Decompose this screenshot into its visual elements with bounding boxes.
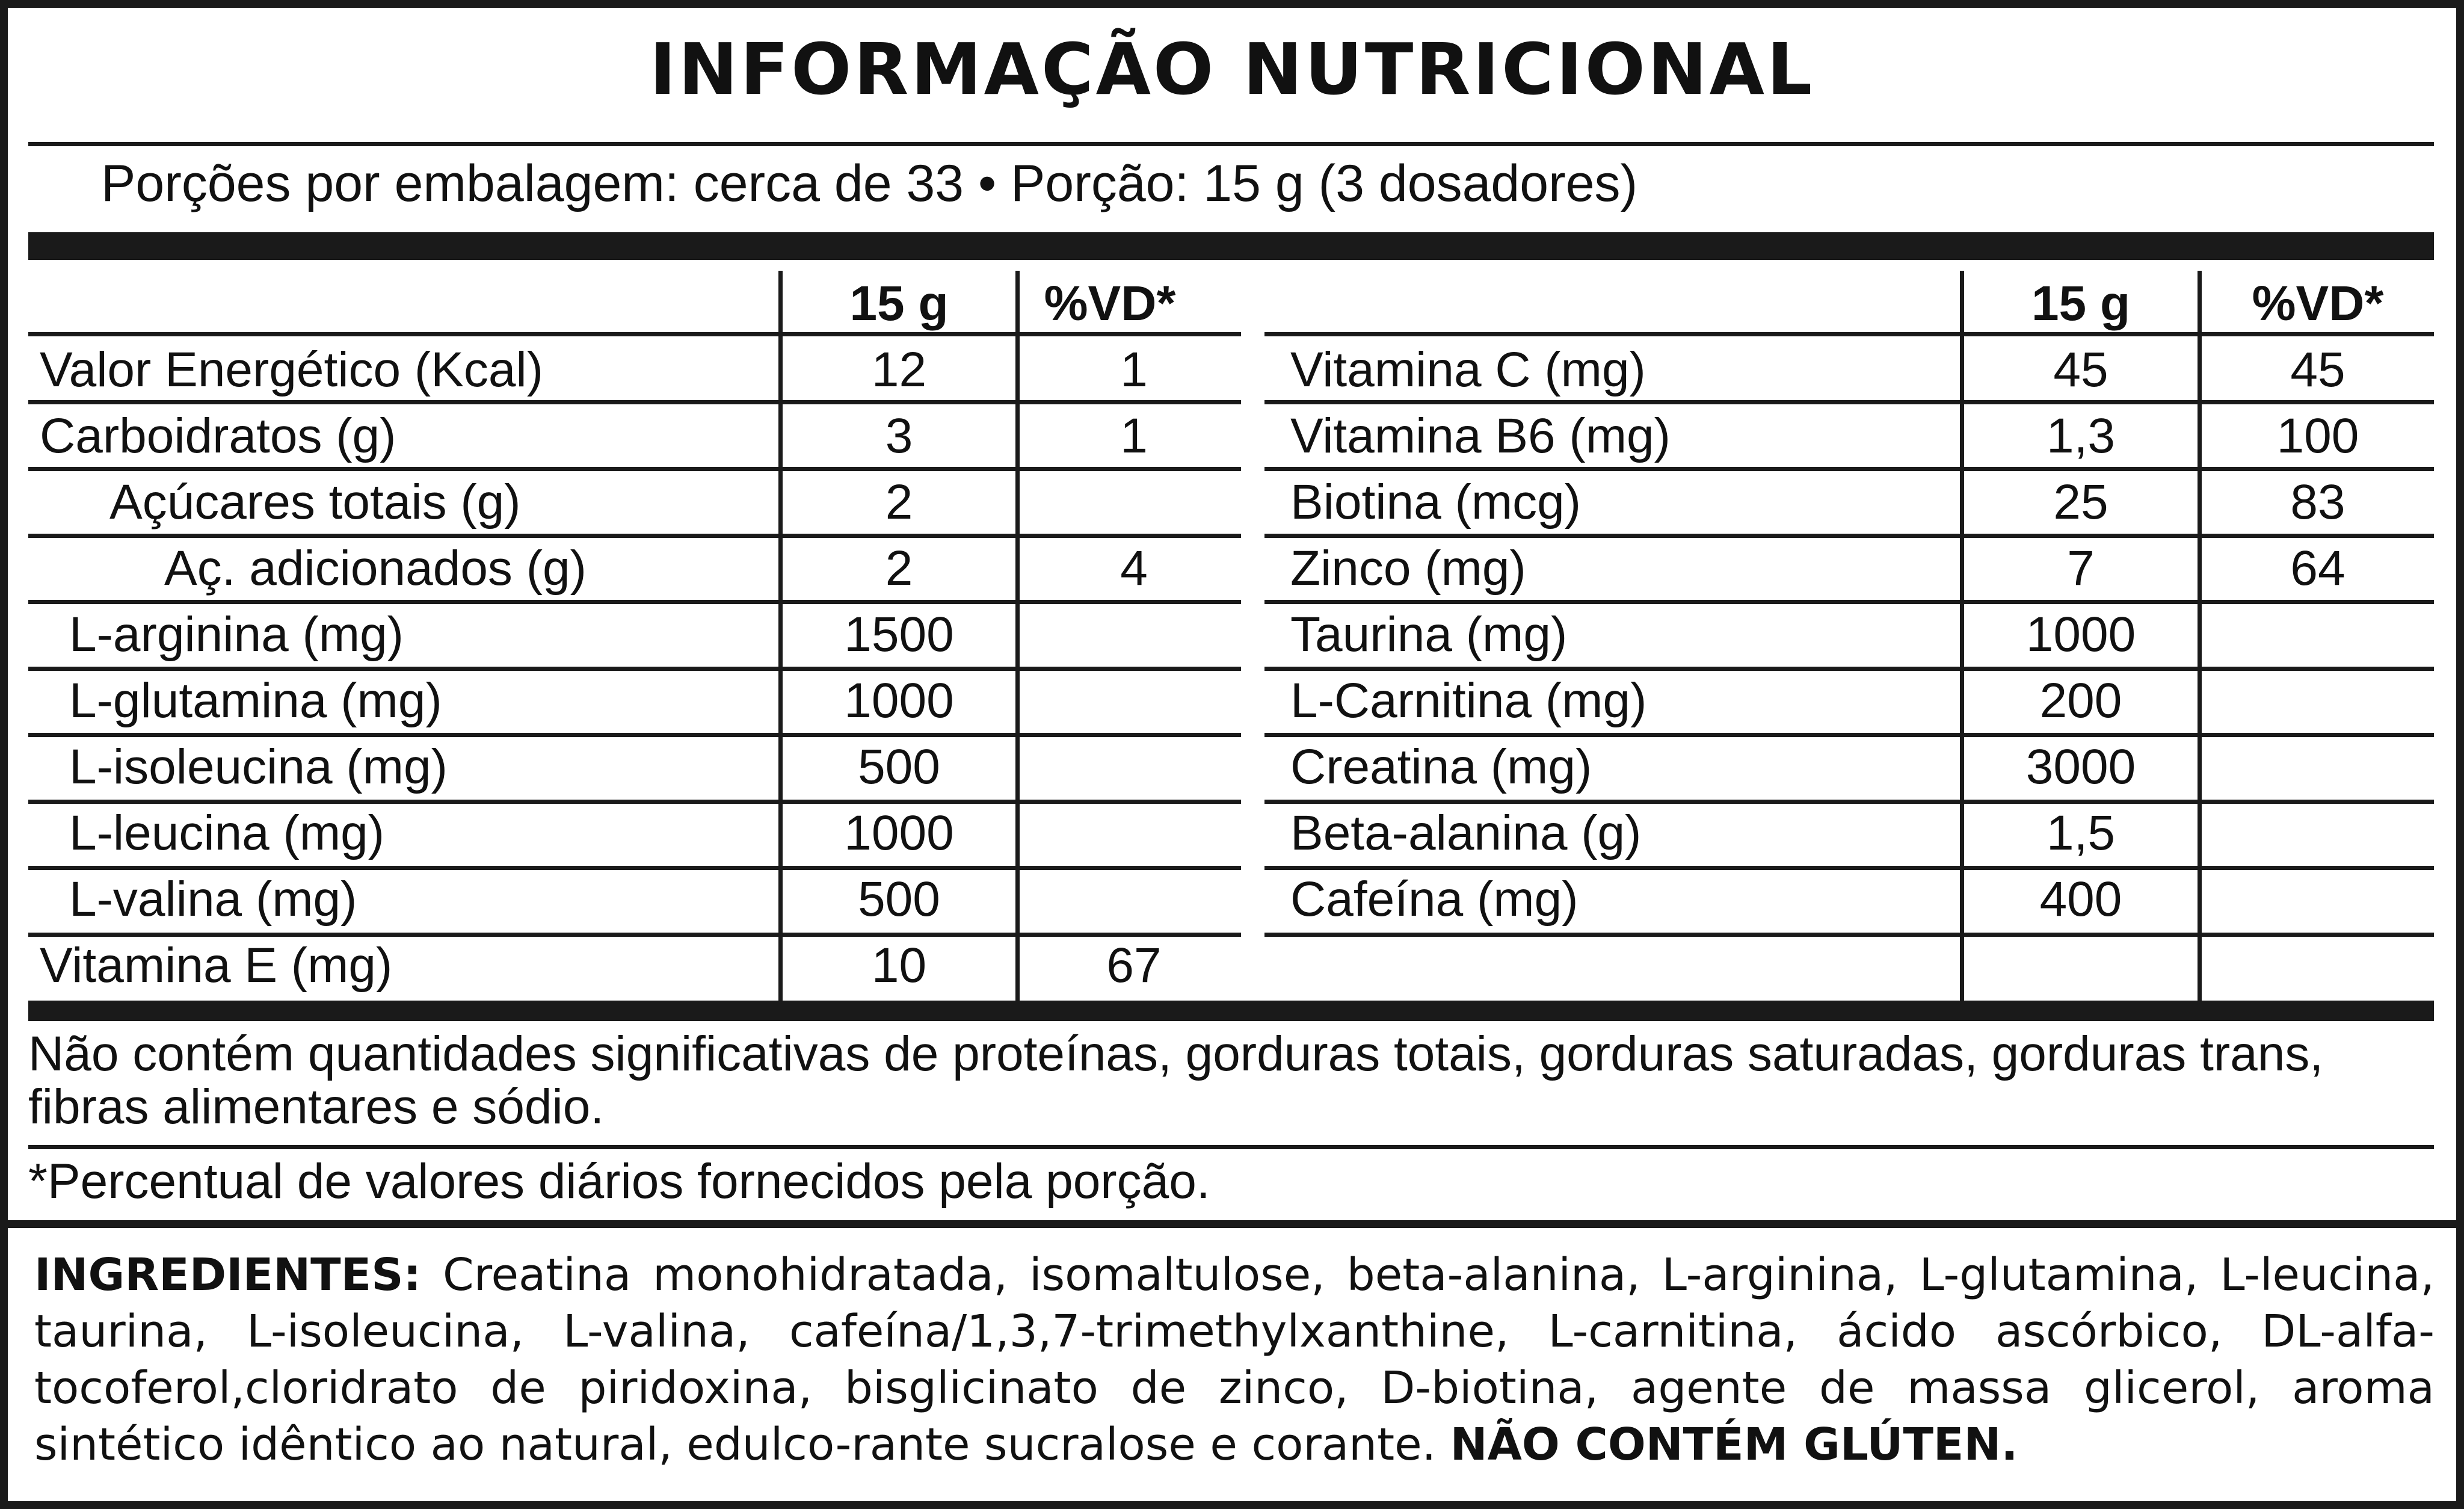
nutrient-name: L-isoleucina (mg) xyxy=(69,739,448,794)
gluten-statement: NÃO CONTÉM GLÚTEN. xyxy=(1450,1419,2018,1470)
nutrient-dv xyxy=(1020,469,1248,535)
nutrient-dv xyxy=(2202,668,2434,734)
nutrient-name: L-Carnitina (mg) xyxy=(1290,673,1647,728)
nutrient-amount: 12 xyxy=(871,342,927,397)
ingredients-text: Creatina monohidratada, isomaltulose, beta-alanina, L-arginina, L-glutamina, L-leucina, taurina, L-isoleucina, L-valina, cafeína/1,3,7-trimethylxanthine, L-carnitina, ácido ascórbico, DL-alfa-tocoferol,cloridrato de piridoxina, bisglicinato de zinco, D-biotina, agente de massa glicerol, aroma sintético idêntico ao natural, edulco-rante sucralose e corante. xyxy=(34,1249,2435,1470)
table-bottom-divider-thick xyxy=(28,1001,2434,1021)
nutrient-name: Vitamina B6 (mg) xyxy=(1290,409,1671,463)
nutrient-name: Vitamina C (mg) xyxy=(1290,342,1646,397)
left-dv-column-line xyxy=(1015,271,1020,1002)
nutrient-name: Aç. adicionados (g) xyxy=(164,541,587,596)
nutrient-amount: 1,3 xyxy=(2047,409,2115,463)
nutrient-amount: 500 xyxy=(858,872,940,927)
nutrient-dv xyxy=(1020,734,1248,800)
nutrient-name: Valor Energético (Kcal) xyxy=(40,342,544,397)
serving-info: Porções por embalagem: cerca de 33 • Porção: 15 g (3 dosadores) xyxy=(101,155,1638,212)
nutrient-amount: 10 xyxy=(871,938,927,993)
title-divider xyxy=(28,142,2434,146)
right-amount-column-line xyxy=(1960,271,1964,1002)
right-header-amount: 15 g xyxy=(2031,276,2131,331)
nutrient-amount: 500 xyxy=(858,739,940,794)
nutrient-amount: 2 xyxy=(885,475,913,529)
nutrient-amount: 3000 xyxy=(2025,739,2136,794)
nutrient-name: L-valina (mg) xyxy=(69,872,357,927)
nutrient-dv xyxy=(2202,602,2434,668)
label-title: INFORMAÇÃO NUTRICIONAL xyxy=(649,28,1815,111)
nutrient-amount: 1,5 xyxy=(2047,806,2115,860)
nutrient-name: Cafeína (mg) xyxy=(1290,872,1578,927)
ingredients-block xyxy=(34,1247,2435,1473)
nutrient-amount: 1000 xyxy=(844,673,954,728)
left-header-dv: %VD* xyxy=(1044,276,1176,331)
nutrient-name: Beta-alanina (g) xyxy=(1290,806,1642,860)
serving-divider-thick xyxy=(28,232,2434,260)
right-header-rule xyxy=(1264,332,2434,336)
nutrient-amount: 45 xyxy=(2053,342,2108,397)
nutrient-amount: 25 xyxy=(2053,475,2108,529)
nutrient-name: L-arginina (mg) xyxy=(69,607,404,662)
nutrient-amount: 1000 xyxy=(844,806,954,860)
nutrient-name: Açúcares totais (g) xyxy=(109,475,521,529)
nutrient-name: Carboidratos (g) xyxy=(40,409,396,463)
nutrient-dv: 1 xyxy=(1120,409,1148,463)
ingredients-divider xyxy=(0,1220,2464,1228)
nutrient-dv xyxy=(1020,866,1248,933)
left-amount-column-line xyxy=(778,271,783,1002)
nutrient-dv xyxy=(1020,800,1248,866)
not-significant-note: Não contém quantidades significativas de proteínas, gorduras totais, gorduras saturadas, gorduras trans, fibras alimentares e sódio. xyxy=(28,1026,2324,1134)
nutrient-dv xyxy=(1020,602,1248,668)
left-header-amount: 15 g xyxy=(849,276,949,331)
nutrient-dv xyxy=(1020,668,1248,734)
nutrient-name: Zinco (mg) xyxy=(1290,541,1526,596)
nutrient-name: Vitamina E (mg) xyxy=(40,938,393,993)
nutrient-dv: 83 xyxy=(2290,475,2345,529)
row-rule xyxy=(1264,933,2434,937)
note-divider xyxy=(28,1145,2434,1149)
left-header-rule xyxy=(28,332,1241,336)
nutrient-amount: 400 xyxy=(2039,872,2122,927)
nutrient-amount: 3 xyxy=(885,409,913,463)
nutrient-name: L-glutamina (mg) xyxy=(69,673,442,728)
nutrient-dv: 4 xyxy=(1120,541,1148,596)
nutrient-dv xyxy=(2202,800,2434,866)
nutrient-name: Creatina (mg) xyxy=(1290,739,1592,794)
nutrient-dv: 45 xyxy=(2290,342,2345,397)
nutrient-dv: 64 xyxy=(2290,541,2345,596)
daily-value-note: *Percentual de valores diários fornecidos pela porção. xyxy=(28,1154,1210,1209)
nutrient-dv xyxy=(2202,734,2434,800)
nutrient-dv: 100 xyxy=(2276,409,2359,463)
nutrient-amount: 200 xyxy=(2039,673,2122,728)
nutrient-dv: 67 xyxy=(1106,938,1162,993)
nutrient-amount: 1500 xyxy=(844,607,954,662)
ingredients-heading: INGREDIENTES: xyxy=(34,1249,422,1301)
nutrient-dv xyxy=(2202,866,2434,933)
nutrient-name: Biotina (mcg) xyxy=(1290,475,1582,529)
right-header-dv: %VD* xyxy=(2252,276,2384,331)
nutrient-name: Taurina (mg) xyxy=(1290,607,1568,662)
nutrient-amount: 2 xyxy=(885,541,913,596)
nutrient-name: L-leucina (mg) xyxy=(69,806,385,860)
nutrient-amount: 7 xyxy=(2067,541,2095,596)
nutrient-amount: 1000 xyxy=(2025,607,2136,662)
nutrient-dv: 1 xyxy=(1120,342,1148,397)
right-dv-column-line xyxy=(2198,271,2202,1002)
